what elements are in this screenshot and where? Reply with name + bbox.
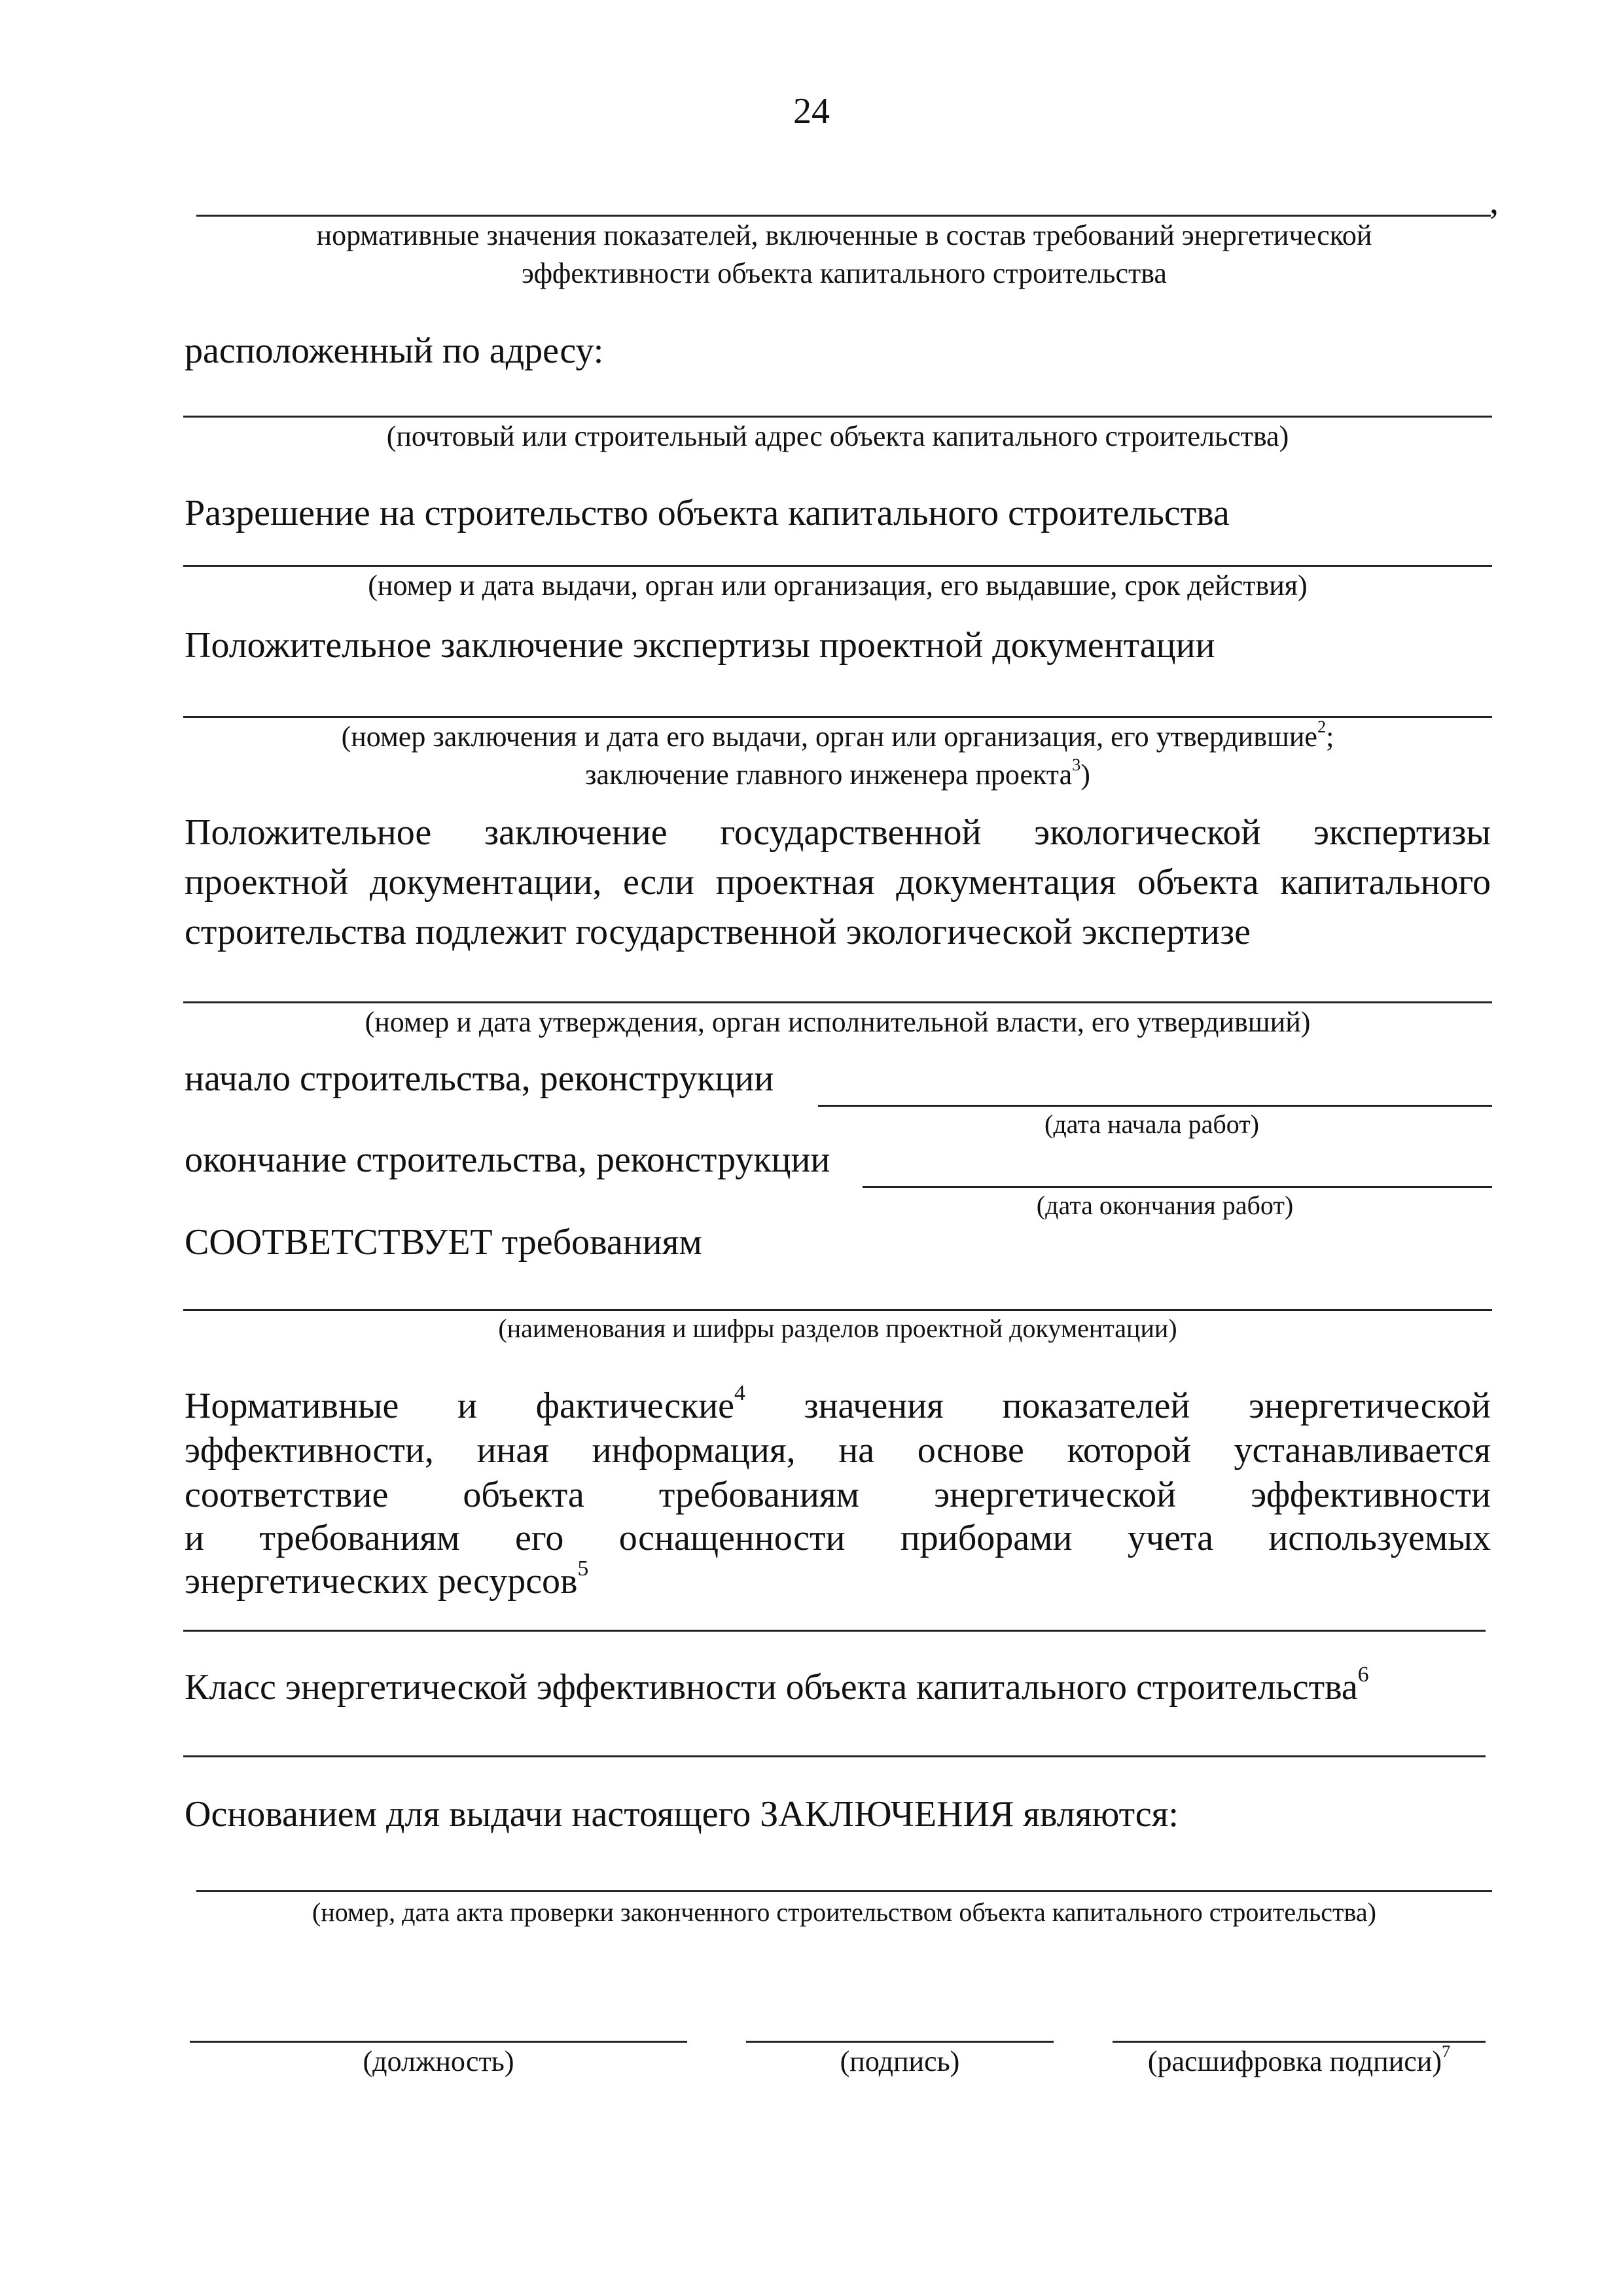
- normative-line5: энергетических ресурсов$^5$: [185, 1556, 589, 1602]
- construction-start-caption: (дата начала работ): [1044, 1109, 1259, 1139]
- conformity-line: [183, 1309, 1492, 1311]
- top-comma: ,: [1489, 181, 1499, 222]
- permit-caption: (номер и дата выдачи, орган или организация, его выдавшие, срок действия): [368, 569, 1308, 601]
- basis-caption: (номер, дата акта проверки законченного строительством объекта капитального строительства): [312, 1897, 1376, 1927]
- signature-caption: (подпись): [840, 2045, 960, 2077]
- position-caption: (должность): [363, 2045, 514, 2077]
- expertise-label: Положительное заключение экспертизы проектной документации: [185, 625, 1215, 666]
- eco-expertise-line1: Положительное заключение государственной экологической экспертизы: [185, 812, 1491, 853]
- address-label: расположенный по адресу:: [185, 331, 604, 371]
- header-caption-line1: нормативные значения показателей, включенные в состав требований энергетической: [316, 219, 1372, 251]
- conformity-label: СООТВЕТСТВУЕТ требованиям: [185, 1222, 702, 1263]
- eco-expertise-caption: (номер и дата утверждения, орган исполнительной власти, его утвердивший): [365, 1006, 1311, 1038]
- normative-line: [183, 1630, 1486, 1632]
- object-name-line: [196, 215, 1491, 217]
- conformity-caption: (наименования и шифры разделов проектной документации): [498, 1314, 1177, 1343]
- signature-line: [746, 2041, 1054, 2043]
- energy-class-line: [183, 1755, 1486, 1757]
- decoding-line: [1113, 2041, 1486, 2043]
- energy-class-label: Класс энергетической эффективности объекта капитального строительства$^6$: [185, 1662, 1369, 1708]
- construction-start-line: [818, 1105, 1492, 1107]
- address-caption: (почтовый или строительный адрес объекта капитального строительства): [386, 420, 1289, 452]
- position-line: [190, 2041, 687, 2043]
- permit-line: [183, 565, 1492, 567]
- address-line: [183, 416, 1492, 418]
- normative-line1: Нормативные и фактические$^4$ значения показателей энергетической: [185, 1381, 1491, 1426]
- construction-start-label: начало строительства, реконструкции: [185, 1058, 774, 1099]
- normative-line4: и требованиям его оснащенности приборами учета используемых: [185, 1518, 1491, 1558]
- eco-expertise-line3: строительства подлежит государственной экологической экспертизе: [185, 912, 1251, 952]
- eco-expertise-line2: проектной документации, если проектная документация объекта капитального: [185, 862, 1491, 903]
- normative-line3: соответствие объекта требованиям энергетической эффективности: [185, 1475, 1491, 1515]
- construction-end-caption: (дата окончания работ): [1036, 1191, 1294, 1220]
- construction-end-line: [863, 1186, 1492, 1188]
- page-number: 24: [793, 91, 830, 132]
- header-caption-line2: эффективности объекта капитального строительства: [522, 257, 1167, 289]
- expertise-caption-line1: (номер заключения и дата его выдачи, орган или организация, его утвердившие$^2$;: [341, 716, 1334, 753]
- basis-line: [196, 1890, 1492, 1892]
- expertise-line: [183, 716, 1492, 718]
- construction-end-label: окончание строительства, реконструкции: [185, 1139, 830, 1180]
- permit-label: Разрешение на строительство объекта капитального строительства: [185, 493, 1230, 533]
- decoding-caption: (расшифровка подписи)$^7$: [1147, 2041, 1451, 2077]
- normative-line2: эффективности, иная информация, на основе которой устанавливается: [185, 1430, 1491, 1471]
- expertise-caption-line2: заключение главного инженера проекта$^3$): [585, 754, 1090, 791]
- basis-label: Основанием для выдачи настоящего ЗАКЛЮЧЕНИЯ являются:: [185, 1794, 1179, 1835]
- eco-expertise-line: [183, 1001, 1492, 1003]
